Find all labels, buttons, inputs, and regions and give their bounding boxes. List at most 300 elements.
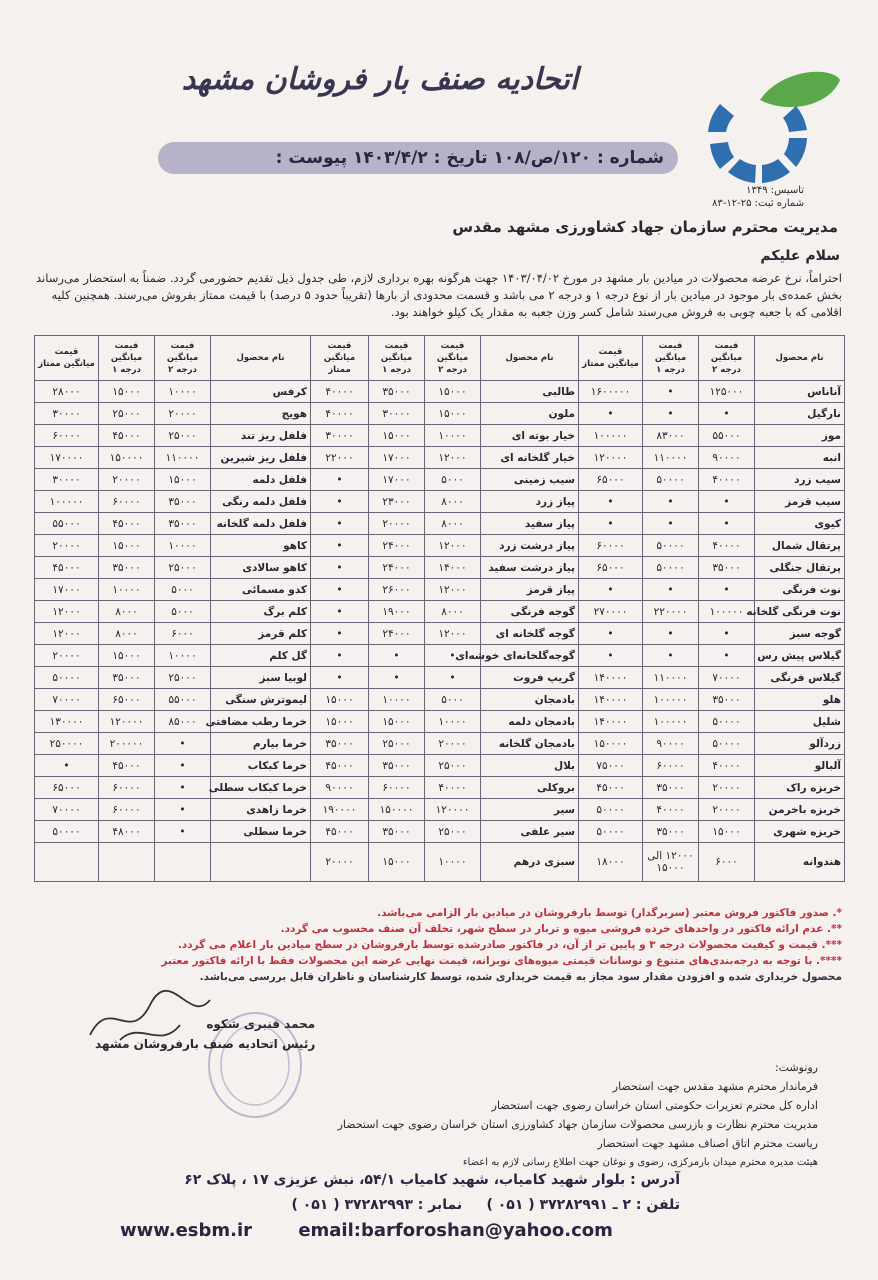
product-name-cell: هندوانه — [755, 843, 845, 882]
price-cell: ۱۵۰۰۰ — [99, 645, 155, 667]
table-row — [35, 623, 845, 645]
cc-line: اداره کل محترم تعزیرات حکومتی استان خراسان رضوی جهت استحضار — [491, 1099, 818, 1112]
price-cell: ۱۵۰۰۰ — [99, 381, 155, 403]
product-name-cell: سیب زرد — [755, 469, 845, 491]
product-name-cell: کاهو سالادی — [211, 557, 311, 579]
price-cell: ۲۲۰۰۰۰ — [643, 601, 699, 623]
price-cell: ۸۰۰۰ — [99, 601, 155, 623]
header-price: قیمت میانگین درجه ۲ — [425, 336, 481, 381]
product-name-cell: گوجه گلخانه ای — [481, 623, 579, 645]
price-cell: ۱۸۰۰۰ — [579, 843, 643, 882]
price-cell: ۱۰۰۰۰۰ — [643, 689, 699, 711]
price-cell: ۲۵۰۰۰ — [425, 755, 481, 777]
price-cell: • — [155, 755, 211, 777]
table-row — [35, 689, 845, 711]
product-name-cell: کیوی — [755, 513, 845, 535]
established-info — [712, 184, 804, 210]
product-name-cell: پیاز درشت زرد — [481, 535, 579, 557]
product-name-cell: گل کلم — [211, 645, 311, 667]
price-cell: ۲۰۰۰۰۰ — [99, 733, 155, 755]
price-cell: • — [579, 579, 643, 601]
table-row — [35, 777, 845, 799]
price-cell: ۳۵۰۰۰ — [643, 777, 699, 799]
price-cell: ۶۰۰۰۰ — [369, 777, 425, 799]
price-cell: • — [311, 645, 369, 667]
price-cell: • — [579, 513, 643, 535]
price-cell: • — [155, 777, 211, 799]
price-cell: ۱۰۰۰۰ — [425, 425, 481, 447]
price-cell: ۵۵۰۰۰ — [155, 689, 211, 711]
product-name-cell: کلم قرمز — [211, 623, 311, 645]
table-row — [35, 469, 845, 491]
product-name-cell: خربزه باخرمن — [755, 799, 845, 821]
price-cell: ۷۰۰۰۰ — [35, 689, 99, 711]
price-cell: ۴۰۰۰۰ — [699, 755, 755, 777]
price-cell: ۱۹۰۰۰ — [369, 601, 425, 623]
price-cell: ۵۰۰۰۰ — [579, 799, 643, 821]
price-cell: • — [643, 579, 699, 601]
table-row — [35, 733, 845, 755]
table-row — [35, 843, 845, 882]
price-cell: • — [311, 535, 369, 557]
price-cell: ۱۵۰۰۰۰ — [369, 799, 425, 821]
price-cell: ۲۰۰۰۰ — [699, 777, 755, 799]
price-cell: ۶۵۰۰۰ — [579, 469, 643, 491]
price-cell: • — [311, 557, 369, 579]
note-4: ****. با توجه به درجه‌بندی‌های متنوع و نوسانات قیمتی میوه‌های نوبرانه، قیمت نهایی عرضه این محصولات فقط با ارائه فاکتور معتبر — [161, 955, 842, 967]
header-price: قیمت میانگین درجه ۲ — [155, 336, 211, 381]
product-name-cell: گیلاس فرنگی — [755, 667, 845, 689]
price-cell — [35, 843, 99, 882]
price-cell: ۱۲۰۰۰ — [35, 623, 99, 645]
price-cell: ۶۰۰۰۰ — [99, 777, 155, 799]
table-row — [35, 667, 845, 689]
product-name-cell: هویج — [211, 403, 311, 425]
product-name-cell: خرما رطب مضافتی — [211, 711, 311, 733]
table-row — [35, 821, 845, 843]
table-row — [35, 799, 845, 821]
cc-line: فرماندار محترم مشهد مقدس جهت استحضار — [612, 1080, 818, 1093]
price-cell: ۳۵۰۰۰ — [369, 821, 425, 843]
price-cell: • — [699, 403, 755, 425]
price-cell: ۲۰۰۰۰ — [699, 799, 755, 821]
price-cell: • — [311, 667, 369, 689]
table-header-row — [35, 336, 845, 381]
product-name-cell: آناناس — [755, 381, 845, 403]
price-cell: ۱۷۰۰۰ — [369, 469, 425, 491]
price-cell: • — [643, 403, 699, 425]
product-name-cell: فلفل دلمه گلخانه — [211, 513, 311, 535]
price-cell: ۵۰۰۰ — [155, 601, 211, 623]
price-cell: ۵۰۰۰ — [425, 469, 481, 491]
price-cell: ۱۰۰۰۰۰ — [35, 491, 99, 513]
product-name-cell: سبزی درهم — [481, 843, 579, 882]
product-name-cell: نوت فرنگی گلخانه — [755, 601, 845, 623]
price-cell: • — [579, 491, 643, 513]
price-cell: ۲۵۰۰۰۰ — [35, 733, 99, 755]
footer-email[interactable]: email:barforoshan@yahoo.com — [298, 1220, 613, 1241]
price-cell: ۷۰۰۰۰ — [699, 667, 755, 689]
number-date-bar: شماره : ۱۲۰/ص/۱۰۸ تاریخ : ۱۴۰۳/۴/۲ پیوست : — [158, 142, 678, 174]
price-cell: ۱۵۰۰۰ — [99, 535, 155, 557]
price-cell: ۱۰۰۰۰ — [155, 381, 211, 403]
product-name-cell: فلفل دلمه — [211, 469, 311, 491]
price-cell: ۳۵۰۰۰ — [643, 821, 699, 843]
price-cell: ۱۲۵۰۰۰ — [699, 381, 755, 403]
product-name-cell: بلال — [481, 755, 579, 777]
price-cell: ۱۵۰۰۰۰ — [579, 733, 643, 755]
header-price: قیمت میانگین درجه ۱ — [99, 336, 155, 381]
signatory-position: رئیس اتحادیه صنف بارفروشان مشهد — [95, 1037, 316, 1051]
addressee: مدیریت محترم سازمان جهاد کشاورزی مشهد مقدس — [452, 218, 838, 236]
product-name-cell: سیب قرمز — [755, 491, 845, 513]
product-name-cell: بادمجان — [481, 689, 579, 711]
product-name-cell: ملون — [481, 403, 579, 425]
footer-contact — [120, 1220, 680, 1241]
price-cell: ۳۵۰۰۰ — [311, 733, 369, 755]
table-row — [35, 755, 845, 777]
cc-list — [118, 1058, 818, 1172]
price-cell: ۴۰۰۰۰ — [643, 799, 699, 821]
price-cell: ۴۵۰۰۰ — [99, 755, 155, 777]
price-cell: ۳۰۰۰۰ — [369, 403, 425, 425]
price-cell: ۱۶۰۰۰۰۰ — [579, 381, 643, 403]
price-cell: ۴۵۰۰۰ — [579, 777, 643, 799]
price-cell: ۱۰۰۰۰۰ — [579, 425, 643, 447]
registration-number: شماره ثبت: ۲۵-۱۲-۸۳ — [712, 198, 805, 209]
price-cell: ۵۰۰۰۰ — [579, 821, 643, 843]
price-cell: ۲۰۰۰۰ — [369, 513, 425, 535]
price-cell: ۳۵۰۰۰ — [99, 667, 155, 689]
price-cell: ۱۹۰۰۰۰ — [311, 799, 369, 821]
price-cell: ۱۰۰۰۰۰ — [643, 711, 699, 733]
table-row — [35, 491, 845, 513]
price-cell: ۱۴۰۰۰۰ — [579, 689, 643, 711]
price-cell: ۲۵۰۰۰ — [155, 667, 211, 689]
price-cell: ۸۰۰۰ — [425, 513, 481, 535]
product-name-cell: سیب زمینی — [481, 469, 579, 491]
price-cell: ۵۵۰۰۰ — [699, 425, 755, 447]
price-cell: ۵۰۰۰۰ — [35, 667, 99, 689]
price-cell: ۱۵۰۰۰ — [369, 843, 425, 882]
price-cell: • — [643, 491, 699, 513]
product-name-cell: گیلاس پیش رس — [755, 645, 845, 667]
product-name-cell: سیر علفی — [481, 821, 579, 843]
price-cell: ۱۵۰۰۰ — [311, 711, 369, 733]
product-name-cell: لیموترش سنگی — [211, 689, 311, 711]
footer-fax: نمابر : ۳۷۲۸۲۹۹۳ ( ۰۵۱ ) — [291, 1197, 463, 1213]
price-cell: ۱۴۰۰۰۰ — [579, 667, 643, 689]
price-cell: ۱۵۰۰۰ — [155, 469, 211, 491]
price-cell: • — [311, 579, 369, 601]
signatory-name: محمد قنبری شکوه — [206, 1017, 316, 1031]
price-cell: • — [155, 733, 211, 755]
price-cell: ۲۵۰۰۰ — [369, 733, 425, 755]
price-cell: ۹۰۰۰۰ — [643, 733, 699, 755]
price-cell: ۱۲۰۰۰ الی ۱۵۰۰۰ — [643, 843, 699, 882]
price-cell: ۳۰۰۰۰ — [311, 425, 369, 447]
price-cell: ۴۰۰۰۰ — [311, 403, 369, 425]
price-cell: ۲۰۰۰۰ — [99, 469, 155, 491]
price-cell: ۱۲۰۰۰ — [425, 447, 481, 469]
product-name-cell: گوجه فرنگی — [481, 601, 579, 623]
price-cell: ۵۰۰۰ — [425, 689, 481, 711]
price-cell: • — [699, 623, 755, 645]
price-cell: • — [155, 821, 211, 843]
header-price: قیمت میانگین ممتاز — [311, 336, 369, 381]
price-cell: ۴۵۰۰۰ — [311, 821, 369, 843]
price-cell: • — [425, 667, 481, 689]
price-cell: ۳۵۰۰۰ — [699, 557, 755, 579]
price-cell: ۱۵۰۰۰ — [699, 821, 755, 843]
note-3: ***. قیمت و کیفیت محصولات درجه ۳ و پایین تر از آن، در فاکتور صادرشده توسط بارفروشان در سطح میادین بار اعلام می گردد. — [177, 939, 842, 951]
table-body — [35, 381, 845, 882]
product-name-cell: گریپ فروت — [481, 667, 579, 689]
price-cell: ۵۰۰۰۰ — [699, 711, 755, 733]
price-cell: ۲۰۰۰۰ — [35, 645, 99, 667]
price-cell: • — [699, 491, 755, 513]
price-cell: ۱۷۰۰۰ — [35, 579, 99, 601]
product-name-cell: خربزه شهری — [755, 821, 845, 843]
price-cell: ۱۲۰۰۰ — [425, 535, 481, 557]
price-cell: ۲۳۰۰۰ — [369, 491, 425, 513]
price-cell: ۵۰۰۰۰ — [643, 535, 699, 557]
price-cell: ۸۰۰۰ — [425, 601, 481, 623]
price-cell: ۶۰۰۰۰ — [99, 491, 155, 513]
price-cell: ۶۰۰۰۰ — [35, 425, 99, 447]
product-name-cell: نوت فرنگی — [755, 579, 845, 601]
table-row — [35, 535, 845, 557]
price-cell: ۶۵۰۰۰ — [99, 689, 155, 711]
footer-website[interactable]: www.esbm.ir — [120, 1220, 253, 1241]
product-name-cell: خرما کبکاب سطلی — [211, 777, 311, 799]
price-cell: • — [311, 601, 369, 623]
product-name-cell: پرتقال شمال — [755, 535, 845, 557]
price-cell: • — [311, 623, 369, 645]
price-cell: ۲۷۰۰۰۰ — [579, 601, 643, 623]
price-cell: ۱۲۰۰۰۰ — [425, 799, 481, 821]
table-row — [35, 645, 845, 667]
price-cell: ۲۴۰۰۰ — [369, 557, 425, 579]
price-cell: ۲۰۰۰۰ — [311, 843, 369, 882]
price-cell: • — [579, 645, 643, 667]
price-cell: ۱۴۰۰۰ — [425, 557, 481, 579]
price-cell: ۵۰۰۰۰ — [35, 821, 99, 843]
price-cell: ۴۵۰۰۰ — [35, 557, 99, 579]
product-name-cell: سیر — [481, 799, 579, 821]
price-cell: ۲۲۰۰۰ — [311, 447, 369, 469]
price-cell: ۱۰۰۰۰ — [155, 535, 211, 557]
footer — [120, 1168, 680, 1218]
price-cell: ۳۵۰۰۰ — [99, 557, 155, 579]
product-name-cell — [211, 843, 311, 882]
price-cell: ۲۴۰۰۰ — [369, 535, 425, 557]
price-cell: • — [35, 755, 99, 777]
product-name-cell: خربزه راک — [755, 777, 845, 799]
product-name-cell: خیار گلخانه ای — [481, 447, 579, 469]
price-cell: ۹۰۰۰۰ — [699, 447, 755, 469]
price-cell: ۱۰۰۰۰ — [155, 645, 211, 667]
price-cell — [155, 843, 211, 882]
price-cell: ۱۱۰۰۰۰ — [643, 447, 699, 469]
price-cell: ۲۵۰۰۰ — [155, 557, 211, 579]
price-cell: • — [311, 469, 369, 491]
price-cell: ۷۵۰۰۰ — [579, 755, 643, 777]
price-cell: • — [699, 645, 755, 667]
cc-line: هیئت مدیره محترم میدان بارمرکزی، رضوی و نوغان جهت اطلاع رسانی لازم به اعضاء — [462, 1157, 818, 1168]
price-cell: • — [369, 667, 425, 689]
price-cell: ۱۵۰۰۰ — [369, 711, 425, 733]
price-cell: ۶۵۰۰۰ — [579, 557, 643, 579]
union-title: اتحادیه صنف بار فروشان مشهد — [181, 62, 579, 97]
price-cell: ۸۰۰۰ — [99, 623, 155, 645]
price-cell: ۸۵۰۰۰ — [155, 711, 211, 733]
footer-phone: تلفن : ۲ ـ ۳۷۲۸۲۹۹۱ ( ۰۵۱ ) — [486, 1197, 680, 1213]
table-row — [35, 557, 845, 579]
product-name-cell: بروکلی — [481, 777, 579, 799]
product-name-cell: هلو — [755, 689, 845, 711]
price-cell: ۱۵۰۰۰ — [369, 425, 425, 447]
header-product-name: نام محصول — [481, 336, 579, 381]
price-cell: ۹۰۰۰۰ — [311, 777, 369, 799]
price-cell: ۴۵۰۰۰ — [99, 513, 155, 535]
price-cell: ۵۰۰۰۰ — [699, 733, 755, 755]
product-name-cell: بادمجان گلخانه — [481, 733, 579, 755]
price-cell: ۱۱۰۰۰۰ — [643, 667, 699, 689]
price-cell: ۶۰۰۰ — [699, 843, 755, 882]
table-row — [35, 711, 845, 733]
product-name-cell: پیاز سفید — [481, 513, 579, 535]
product-name-cell: خیار بوته ای — [481, 425, 579, 447]
price-table — [34, 335, 845, 882]
product-name-cell: موز — [755, 425, 845, 447]
price-cell: ۲۸۰۰۰ — [35, 381, 99, 403]
price-cell: ۱۰۰۰۰ — [425, 711, 481, 733]
price-cell: ۱۵۰۰۰ — [425, 381, 481, 403]
price-cell: ۱۱۰۰۰۰ — [155, 447, 211, 469]
price-cell: ۲۶۰۰۰ — [369, 579, 425, 601]
note-1: *. صدور فاکتور فروش معتبر (سربرگدار) توسط بارفروشان در میادین بار الزامی می‌باشد. — [377, 907, 842, 919]
table-row — [35, 579, 845, 601]
price-cell: ۱۳۰۰۰۰ — [35, 711, 99, 733]
price-cell: ۱۵۰۰۰ — [311, 689, 369, 711]
price-cell: ۱۲۰۰۰۰ — [99, 711, 155, 733]
greeting: سلام علیکم — [760, 248, 840, 264]
header-price: قیمت میانگین درجه ۱ — [643, 336, 699, 381]
union-logo — [690, 60, 850, 185]
product-name-cell: نارگیل — [755, 403, 845, 425]
header-price: قیمت میانگین ممتاز — [35, 336, 99, 381]
price-cell: ۲۰۰۰۰ — [155, 403, 211, 425]
product-name-cell: کاهو — [211, 535, 311, 557]
price-cell: • — [643, 381, 699, 403]
product-name-cell: فلفل ریز تند — [211, 425, 311, 447]
price-cell: • — [643, 645, 699, 667]
product-name-cell: پرتقال جنگلی — [755, 557, 845, 579]
price-cell: ۱۷۰۰۰ — [369, 447, 425, 469]
price-cell: • — [579, 623, 643, 645]
price-cell: ۶۰۰۰ — [155, 623, 211, 645]
product-name-cell: خرما زاهدی — [211, 799, 311, 821]
cc-heading: رونوشت: — [774, 1061, 818, 1074]
footer-phones — [120, 1193, 680, 1218]
price-cell: • — [369, 645, 425, 667]
price-cell: ۴۰۰۰۰ — [425, 777, 481, 799]
price-cell: ۴۰۰۰۰ — [311, 381, 369, 403]
price-cell: ۴۸۰۰۰ — [99, 821, 155, 843]
table-row — [35, 403, 845, 425]
price-cell: ۴۰۰۰۰ — [699, 535, 755, 557]
product-name-cell: آلبالو — [755, 755, 845, 777]
price-cell: ۲۰۰۰۰ — [35, 535, 99, 557]
price-cell: ۱۲۰۰۰ — [425, 579, 481, 601]
product-name-cell: طالبی — [481, 381, 579, 403]
price-cell: ۱۷۰۰۰۰ — [35, 447, 99, 469]
price-cell: ۱۲۰۰۰ — [425, 623, 481, 645]
product-name-cell: انبه — [755, 447, 845, 469]
cc-line: مدیریت محترم نظارت و بازرسی محصولات سازمان جهاد کشاورزی استان خراسان رضوی جهت استحضار — [337, 1118, 818, 1131]
cc-line: ریاست محترم اتاق اصناف مشهد جهت استحضار — [597, 1137, 818, 1150]
table-row — [35, 601, 845, 623]
table-row — [35, 513, 845, 535]
header-price: قیمت میانگین درجه ۱ — [369, 336, 425, 381]
product-name-cell: خرما کبکاب — [211, 755, 311, 777]
price-cell: ۲۴۰۰۰ — [369, 623, 425, 645]
price-cell: ۱۴۰۰۰۰ — [579, 711, 643, 733]
price-cell: ۲۰۰۰۰ — [425, 733, 481, 755]
price-cell: ۳۵۰۰۰ — [369, 381, 425, 403]
header-product-name: نام محصول — [755, 336, 845, 381]
price-cell: ۵۰۰۰ — [155, 579, 211, 601]
product-name-cell: پیاز زرد — [481, 491, 579, 513]
price-cell: ۱۰۰۰۰ — [99, 579, 155, 601]
price-cell: ۶۰۰۰۰ — [579, 535, 643, 557]
product-name-cell: فلفل دلمه رنگی — [211, 491, 311, 513]
product-name-cell: گوجه سبز — [755, 623, 845, 645]
price-cell: ۵۰۰۰۰ — [643, 469, 699, 491]
price-cell: ۱۵۰۰۰ — [425, 403, 481, 425]
note-4-cont: محصول خریداری شده و افزودن مقدار سود مجاز به قیمت خریداری شده، توسط کارشناسان و ناظران قابل بررسی می‌باشد. — [199, 971, 842, 983]
price-cell: ۴۵۰۰۰ — [311, 755, 369, 777]
intro-paragraph: احتراماً، نرخ عرضه محصولات در میادین بار مشهد در مورخ ۱۴۰۳/۰۴/۰۲ جهت هرگونه بهره برداری لازم، طی جدول ذیل تقدیم حضورمی گردد. ضمناً به استحضار می‌رساند بخش عمده‌ی بار موجود در میادین بار از نوع درجه ۱ و درجه ۲ می باشد و قسمت محدودی از بارها (تقریباً حدود ۵ درصد) با قیمت ممتاز بفروش می‌رسند. همچنین کلیه اقلامی که با جعبه چوبی به فروش می‌رسند شامل کسر وزن جعبه به مقدار یک کیلو خواهند بود. — [36, 271, 842, 319]
footer-address: آدرس : بلوار شهید کامیاب، شهید کامیاب ۵۴/۱، نبش عزیزی ۱۷ ، پلاک ۶۲ — [184, 1172, 680, 1188]
price-cell: ۱۲۰۰۰ — [35, 601, 99, 623]
price-cell: • — [643, 513, 699, 535]
price-cell: • — [699, 579, 755, 601]
product-name-cell: خرما بیارم — [211, 733, 311, 755]
product-name-cell: پیاز قرمز — [481, 579, 579, 601]
product-name-cell: شلیل — [755, 711, 845, 733]
product-name-cell: پیاز درشت سفید — [481, 557, 579, 579]
product-name-cell: کلم برگ — [211, 601, 311, 623]
price-cell: ۱۰۰۰۰۰ — [699, 601, 755, 623]
price-cell: ۴۰۰۰۰ — [699, 469, 755, 491]
price-cell: ۷۰۰۰۰ — [35, 799, 99, 821]
price-cell: ۲۵۰۰۰ — [99, 403, 155, 425]
table-row — [35, 447, 845, 469]
price-cell: ۳۵۰۰۰ — [369, 755, 425, 777]
price-cell: ۶۰۰۰۰ — [643, 755, 699, 777]
product-name-cell: گوجه‌گلخانه‌ای خوشه‌ای — [481, 645, 579, 667]
price-cell: • — [699, 513, 755, 535]
price-cell: ۶۰۰۰۰ — [99, 799, 155, 821]
price-cell: ۵۵۰۰۰ — [35, 513, 99, 535]
price-cell: • — [579, 403, 643, 425]
header-price: قیمت میانگین ممتاز — [579, 336, 643, 381]
price-cell: • — [311, 491, 369, 513]
notes — [22, 906, 842, 986]
header-price: قیمت میانگین درجه ۲ — [699, 336, 755, 381]
